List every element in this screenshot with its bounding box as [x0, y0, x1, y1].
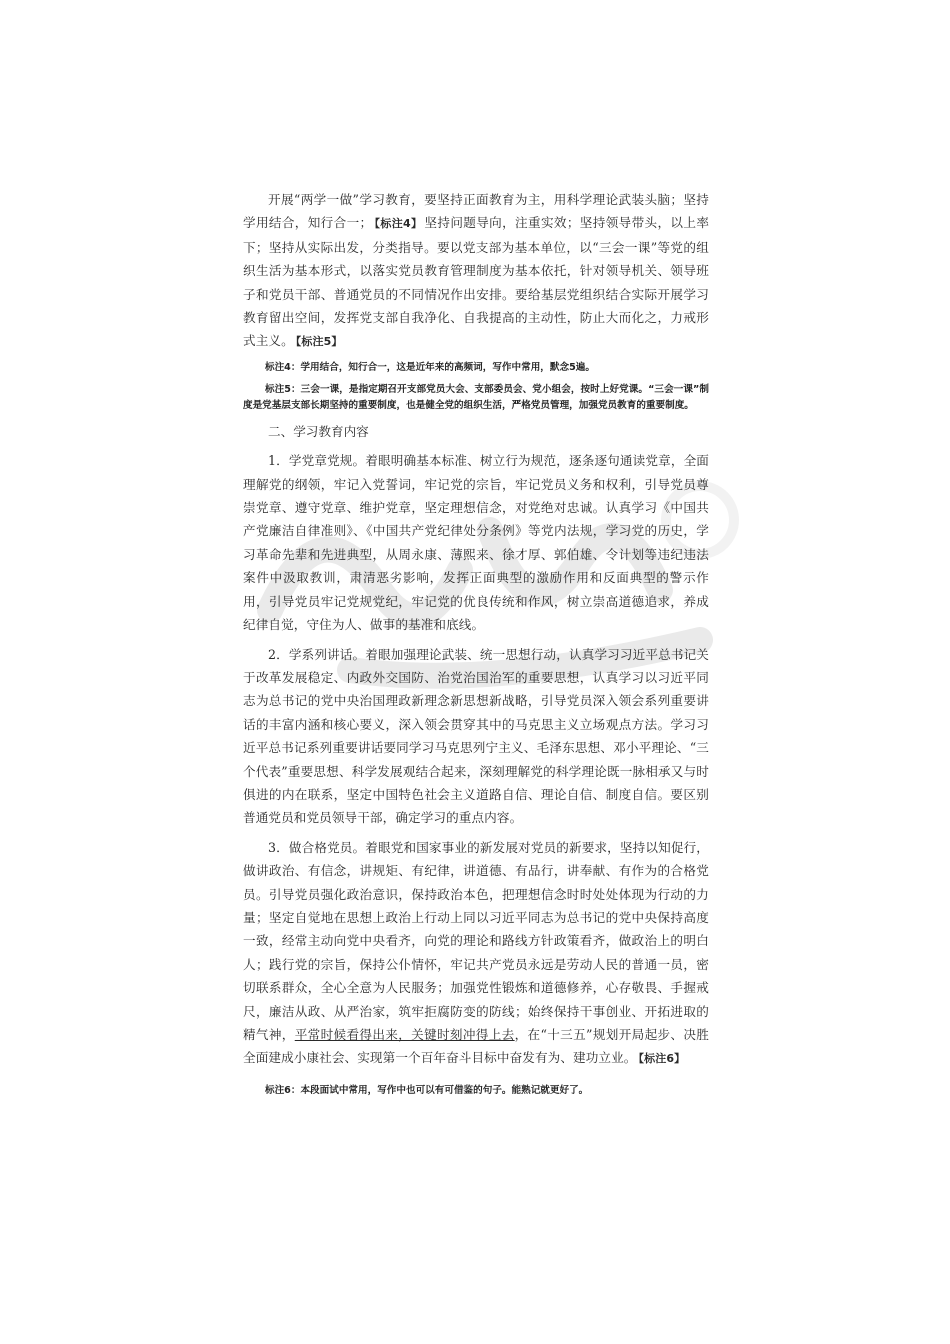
annotation-note-6: 标注6：本段面试中常用，写作中也可以有可借鉴的句子。能熟记就更好了。 [265, 1084, 589, 1096]
annotation-note-4: 标注4：学用结合，知行合一，这是近年来的高频词，写作中常用，默念5遍。 [265, 361, 595, 373]
intro-text-a: 开展“两学一做”学习教育，要坚持正面教育为主，用科学理论武装头脑；坚持学用结合，知行合一； [243, 192, 709, 231]
section-heading: 二、学习教育内容 [268, 423, 369, 439]
item3-text-a: 3．做合格党员。着眼党和国家事业的新发展对党员的新要求，坚持以知促行，做讲政治、有信念，讲规矩、有纪律，讲道德、有品行，讲奉献、有作为的合格党员。引导党员强化政治意识，保持政治本色，把理想信念时时处处体现为行动的力量；坚定自觉地在思想上政治上行动上同以习近平同志为总书记的党中央保持高度一致，经常主动向党中央看齐，向党的理论和路线方针政策看齐，做政治上的明白人；践行党的宗旨，保持公仆情怀，牢记共产党员永远是劳动人民的普通一员，密切联系群众，全心全意为人民服务；加强党性锻炼和道德修养，心存敬畏、手握戒尺，廉洁从政、从严治家，筑牢拒腐防变的防线；始终保持干事创业、开拓进取的精气神， [243, 839, 709, 1042]
intro-text-b: 坚持问题导向，注重实效；坚持领导带头，以上率下；坚持从实际出发，分类指导。要以党支部为基本单位，以“三会一课”等党的组织生活为基本形式，以落实党员教育管理制度为基本依托，针对领导机关、领导班子和党员干部、普通党员的不同情况作出安排。要给基层党组织结合实际开展学习教育留出空间，发挥党支部自我净化、自我提高的主动性，防止大而化之，力戒形式主义。 [243, 215, 710, 349]
item-study-party-constitution: 1．学党章党规。着眼明确基本标准、树立行为规范，逐条逐句通读党章，全面理解党的纲领，牢记入党誓词，牢记党的宗旨，牢记党员义务和权利，引导党员尊崇党章、遵守党章、维护党章，坚定理想信念，对党绝对忠诚。认真学习《中国共产党廉洁自律准则》、《中国共产党纪律处分条例》等党内法规，学习党的历史，学习革命先辈和先进典型，从周永康、薄熙来、徐才厚、郭伯雄、令计划等违纪违法案件中汲取教训，肃清恶劣影响，发挥正面典型的激励作用和反面典型的警示作用，引导党员牢记党规党纪，牢记党的优良传统和作风，树立崇高道德追求，养成纪律自觉，守住为人、做事的基准和底线。 [243, 453, 709, 633]
annotation-tag-6: 【标注6】 [638, 1052, 686, 1066]
annotation-tag-5: 【标注5】 [295, 335, 343, 349]
item-qualified-member [243, 836, 709, 1071]
item-study-speeches: 2．学系列讲话。着眼加强理论武装、统一思想行动，认真学习习近平总书记关于改革发展稳定、内政外交国防、治党治国治军的重要思想，认真学习以习近平同志为总书记的党中央治国理政新理念新思想新战略，引导党员深入领会系列重要讲话的丰富内涵和核心要义，深入领会贯穿其中的马克思主义立场观点方法。学习习近平总书记系列重要讲话要同学习马克思列宁主义、毛泽东思想、邓小平理论、“三个代表”重要思想、科学发展观结合起来，深刻理解党的科学理论既一脉相承又与时俱进的内在联系，坚定中国特色社会主义道路自信、理论自信、制度自信。要区别普通党员和党员领导干部，确定学习的重点内容。 [243, 646, 709, 826]
intro-paragraph [243, 188, 709, 354]
annotation-tag-4: 【标注4】 [374, 217, 423, 231]
document-body [243, 188, 709, 1099]
item3-text-b: ，在“十三五”规划开局起步、决胜全面建成小康社会、实现第一个百年奋斗目标中奋发有为、建功立业。 [243, 1027, 709, 1066]
annotation-note-5: 标注5：三会一课，是指定期召开支部党员大会、支部委员会、党小组会，按时上好党课。“三会一课”制度是党基层支部长期坚持的重要制度，也是健全党的组织生活，严格党员管理，加强党员教育的重要制度。 [243, 383, 709, 411]
item3-underlined-phrase: 平常时候看得出来，关键时刻冲得上去 [294, 1027, 515, 1042]
